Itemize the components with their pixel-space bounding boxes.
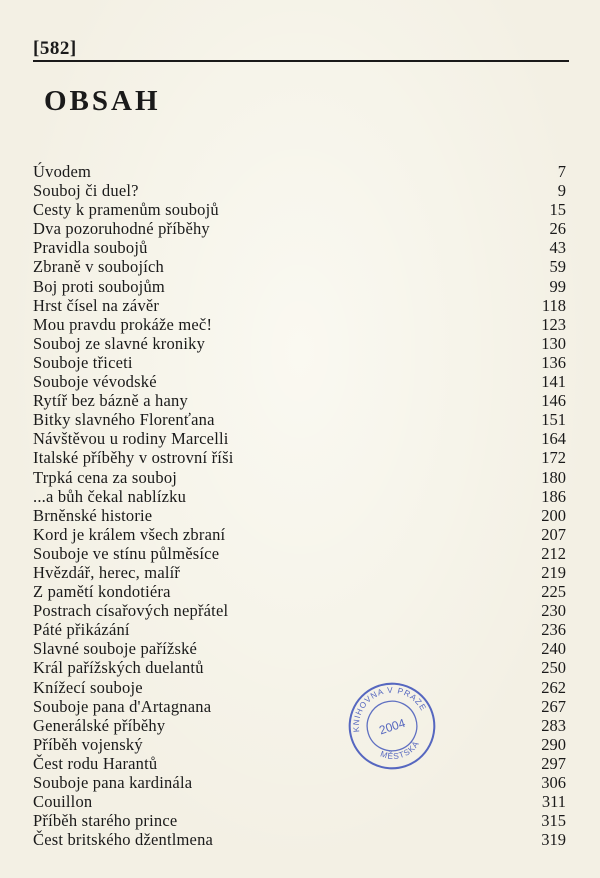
- toc-entry: [33, 372, 566, 391]
- toc-entry-title: Čest rodu Harantů: [33, 753, 158, 773]
- toc-entry-page: 123: [541, 314, 566, 334]
- toc-entry-page: 319: [541, 830, 566, 850]
- toc-entry: [33, 219, 566, 238]
- toc-entry-page: 7: [557, 162, 566, 181]
- toc-entry: [33, 525, 566, 544]
- stamp-top-text: KNIHOVNA V PRAZE: [351, 685, 429, 733]
- toc-entry-page: 225: [541, 582, 566, 602]
- toc-entry-page: 240: [541, 639, 566, 659]
- toc-entry: [33, 334, 566, 353]
- toc-entry-title: Kord je králem všech zbraní: [33, 524, 226, 544]
- toc-entry-page: 164: [541, 429, 566, 449]
- toc-entry-page: 283: [541, 715, 566, 735]
- toc-entry-page: 200: [541, 505, 566, 525]
- toc-entry-page: 130: [541, 333, 566, 353]
- toc-entry: [33, 544, 566, 563]
- toc-entry-page: 99: [549, 276, 566, 296]
- toc-entry: [33, 658, 566, 677]
- toc-entry-page: 15: [549, 200, 566, 220]
- toc-entry-title: Cesty k pramenům soubojů: [33, 200, 219, 220]
- toc-entry-title: Couillon: [33, 792, 93, 812]
- toc-entry: [33, 487, 566, 506]
- toc-entry: [33, 601, 566, 620]
- toc-entry: [33, 506, 566, 525]
- toc-entry: [33, 315, 566, 334]
- toc-entry-page: 180: [541, 467, 566, 487]
- toc-entry: [33, 391, 566, 410]
- toc-entry-title: Hvězdář, herec, malíř: [33, 562, 181, 582]
- toc-entry-title: Slavné souboje pařížské: [33, 639, 198, 659]
- toc-entry: [33, 620, 566, 639]
- toc-entry: [33, 639, 566, 658]
- toc-entry: [33, 181, 566, 200]
- toc-entry-page: 146: [541, 391, 566, 411]
- toc-entry-page: 262: [541, 677, 566, 697]
- toc-entry-title: Souboj ze slavné kroniky: [33, 333, 206, 353]
- toc-entry-title: Generálské příběhy: [33, 715, 166, 735]
- toc-entry: [33, 468, 566, 487]
- toc-entry-page: 9: [557, 181, 566, 201]
- toc-entry-page: 26: [549, 219, 566, 239]
- toc-entry-title: Příběh vojenský: [33, 734, 143, 754]
- toc-entry-title: Italské příběhy v ostrovní říši: [33, 448, 234, 468]
- toc-entry-title: Souboje vévodské: [33, 372, 157, 392]
- toc-entry-title: Zbraně v soubojích: [33, 257, 164, 277]
- page-number: [582]: [33, 38, 77, 59]
- toc-entry-title: Trpká cena za souboj: [33, 467, 178, 487]
- toc-entry: [33, 429, 566, 448]
- toc-entry-page: 219: [541, 562, 566, 582]
- toc-entry: [33, 353, 566, 372]
- toc-entry-page: 172: [541, 448, 566, 468]
- toc-entry: [33, 448, 566, 467]
- toc-entry: [33, 773, 566, 792]
- toc-entry-title: Hrst čísel na závěr: [33, 295, 160, 315]
- toc-entry-page: 207: [541, 524, 566, 544]
- toc-entry-page: 315: [541, 811, 566, 831]
- toc-entry-page: 236: [541, 620, 566, 640]
- toc-entry: [33, 410, 566, 429]
- toc-entry-title: Král pařížských duelantů: [33, 658, 204, 678]
- header-rule: [33, 60, 569, 62]
- toc-entry-title: Rytíř bez bázně a hany: [33, 391, 188, 411]
- toc-entry: [33, 811, 566, 830]
- toc-entry-title: Mou pravdu prokáže meč!: [33, 314, 213, 334]
- toc-entry: [33, 830, 566, 849]
- toc-entry-title: Návštěvou u rodiny Marcelli: [33, 429, 229, 449]
- toc-entry: [33, 162, 566, 181]
- toc-entry-page: 267: [541, 696, 566, 716]
- toc-entry-title: Souboj či duel?: [33, 181, 139, 201]
- toc-entry: [33, 792, 566, 811]
- toc-entry-page: 136: [541, 352, 566, 372]
- toc-entry-page: 290: [541, 734, 566, 754]
- toc-entry-title: Dva pozoruhodné příběhy: [33, 219, 210, 239]
- svg-text:MĚSTSKÁ: [377, 737, 424, 767]
- toc-entry-page: 250: [541, 658, 566, 678]
- toc-entry-page: 59: [549, 257, 566, 277]
- toc-entry-title: Čest britského džentlmena: [33, 830, 214, 850]
- toc-entry-page: 230: [541, 601, 566, 621]
- toc-entry: [33, 296, 566, 315]
- toc-entry: [33, 697, 566, 716]
- toc-entry-title: Boj proti soubojům: [33, 276, 165, 296]
- toc-entry: [33, 582, 566, 601]
- toc-entry-title: Bitky slavného Florenťana: [33, 410, 215, 430]
- toc-entry-page: 186: [541, 486, 566, 506]
- stamp-year: 2004: [377, 715, 407, 738]
- toc-entry: [33, 754, 566, 773]
- toc-entry-title: Úvodem: [33, 162, 92, 181]
- toc-entry: [33, 716, 566, 735]
- toc-entry-title: Knížecí souboje: [33, 677, 143, 697]
- toc-entry: [33, 735, 566, 754]
- toc-entry-title: ...a bůh čekal nablízku: [33, 486, 187, 506]
- toc-entry: [33, 678, 566, 697]
- toc-entry: [33, 257, 566, 276]
- toc-entry-page: 297: [541, 753, 566, 773]
- toc-entry: [33, 277, 566, 296]
- page-title: OBSAH: [44, 85, 161, 117]
- toc-entry: [33, 563, 566, 582]
- toc-entry: [33, 200, 566, 219]
- toc-entry-title: Souboje ve stínu půlměsíce: [33, 543, 220, 563]
- toc-entry-title: Brněnské historie: [33, 505, 153, 525]
- toc-entry-page: 151: [541, 410, 566, 430]
- toc-entry-page: 212: [541, 543, 566, 563]
- toc-entry-page: 141: [541, 372, 566, 392]
- toc-entry-title: Páté přikázání: [33, 620, 130, 640]
- toc-entry-title: Příběh starého prince: [33, 811, 178, 831]
- table-of-contents: [33, 162, 566, 849]
- toc-entry-title: Souboje pana d'Artagnana: [33, 696, 212, 716]
- toc-entry-title: Postrach císařových nepřátel: [33, 601, 229, 621]
- toc-entry-title: Pravidla soubojů: [33, 238, 148, 258]
- toc-entry-page: 311: [541, 792, 566, 812]
- toc-entry-title: Souboje třiceti: [33, 352, 133, 372]
- toc-entry-page: 43: [549, 238, 566, 258]
- toc-entry-title: Z pamětí kondotiéra: [33, 582, 171, 602]
- toc-entry-page: 306: [541, 773, 566, 792]
- toc-entry-page: 118: [541, 295, 566, 315]
- toc-entry: [33, 238, 566, 257]
- toc-entry-title: Souboje pana kardinála: [33, 773, 193, 792]
- stamp-bottom-text: MĚSTSKÁ: [379, 739, 422, 762]
